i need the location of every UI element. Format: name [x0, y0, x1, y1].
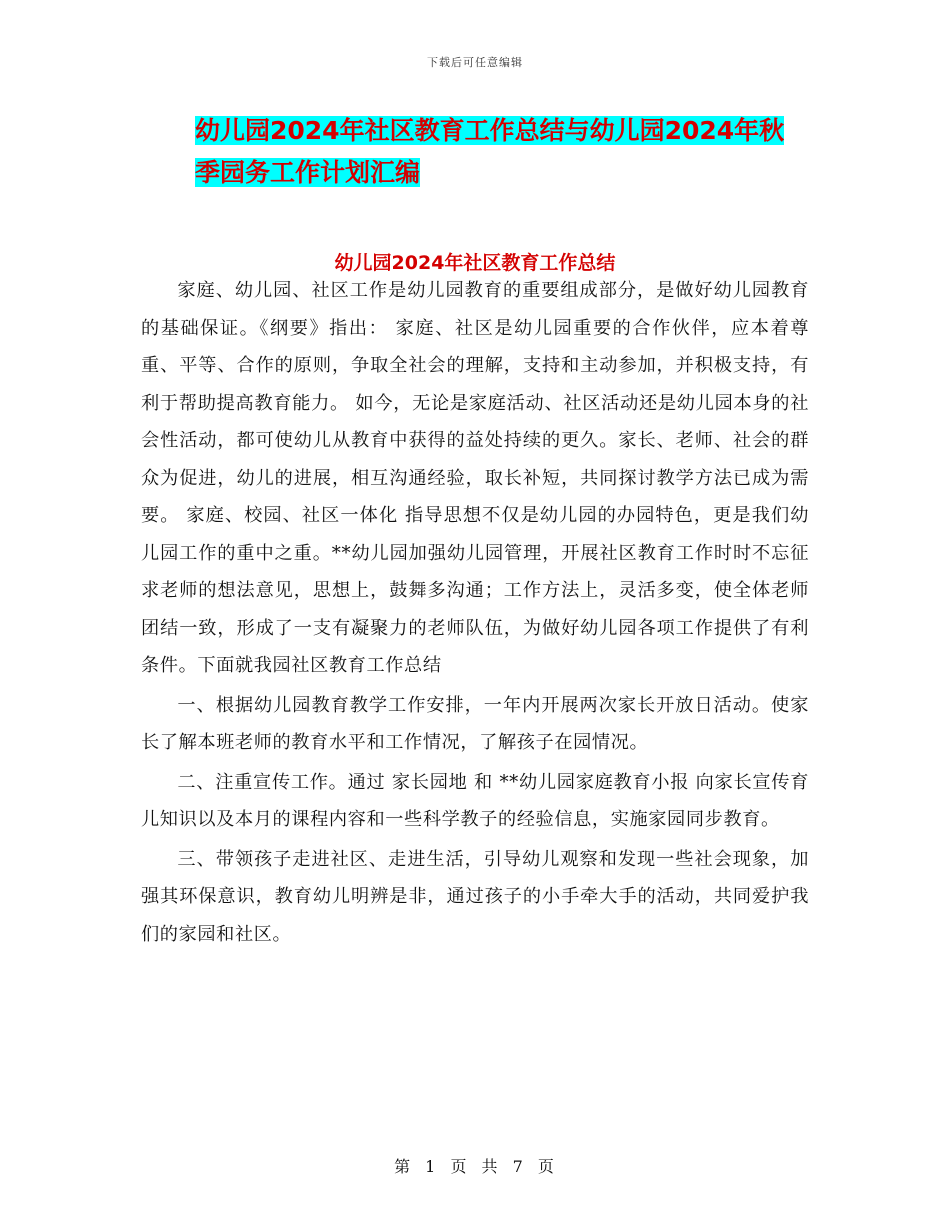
document-title: [195, 110, 805, 194]
paragraph-item-1: 一、根据幼儿园教育教学工作安排，一年内开展两次家长开放日活动。使家长了解本班老师的教育水平和工作情况，了解孩子在园情况。: [141, 694, 809, 753]
document-title-line-1-text: 幼儿园2024年社区教育工作总结与幼儿园2024年秋: [195, 116, 785, 145]
paragraph-intro: 家庭、幼儿园、社区工作是幼儿园教育的重要组成部分，是做好幼儿园教育的基础保证。《纲要》指出： 家庭、社区是幼儿园重要的合作伙伴，应本着尊重、平等、合作的原则，争取全社会的理解，支持和主动参加，并积极支持，有利于帮助提高教育能力。 如今，无论是家庭活动、社区活动还是幼儿园本身的社会性活动，都可使幼儿从教育中获得的益处持续的更久。家长、老师、社会的群众为促进，幼儿的进展，相互沟通经验，取长补短，共同探讨教学方法已成为需要。 家庭、校园、社区一体化 指导思想不仅是幼儿园的办园特色，更是我们幼儿园工作的重中之重。**幼儿园加强幼儿园管理，开展社区教育工作时时不忘征求老师的想法意见，思想上，鼓舞多沟通；工作方法上，灵活多变，使全体老师团结一致，形成了一支有凝聚力的老师队伍，为做好幼儿园各项工作提供了有利条件。下面就我园社区教育工作总结: [141, 280, 809, 676]
paragraph-item-2: 二、注重宣传工作。通过 家长园地 和 **幼儿园家庭教育小报 向家长宣传育儿知识以及本月的课程内容和一些科学教子的经验信息，实施家园同步教育。: [141, 771, 809, 830]
document-title-line-2: [195, 152, 805, 194]
document-title-line-2-text: 季园务工作计划汇编: [195, 158, 421, 187]
body-text: [141, 272, 809, 953]
document-title-line-1: [195, 110, 805, 152]
paragraph-item-3: 三、带领孩子走进社区、走进生活，引导幼儿观察和发现一些社会现象，加强其环保意识，教育幼儿明辨是非，通过孩子的小手牵大手的活动，共同爱护我们的家园和社区。: [141, 848, 809, 945]
page-header: 下载后可任意编辑: [427, 56, 523, 69]
page-number-footer: 第 1 页 共 7 页: [394, 1157, 556, 1176]
section-heading: 幼儿园2024年社区教育工作总结: [334, 252, 616, 274]
